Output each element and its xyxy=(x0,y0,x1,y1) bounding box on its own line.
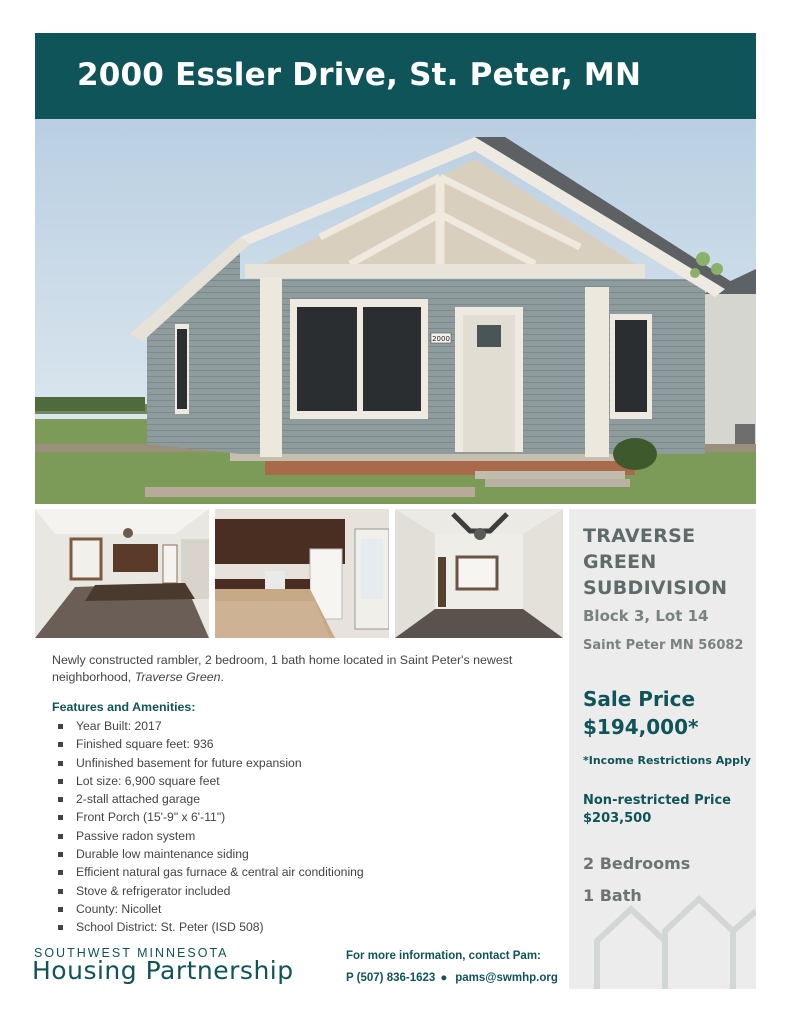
feature-item: Efficient natural gas furnace & central air conditioning xyxy=(58,863,364,881)
bullet-icon xyxy=(58,907,63,912)
lot-info: Block 3, Lot 14 xyxy=(583,607,709,625)
feature-item: Front Porch (15'-9" x 6'-11") xyxy=(58,808,364,826)
nonrestricted-price-label: Non-restricted Price xyxy=(583,793,731,808)
feature-item: County: Nicollet xyxy=(58,900,364,918)
feature-item: 2-stall attached garage xyxy=(58,790,364,808)
hero-photo xyxy=(35,119,756,504)
feature-item: Finished square feet: 936 xyxy=(58,735,364,753)
city-address: Saint Peter MN 56082 xyxy=(583,638,744,653)
living-room-photo xyxy=(35,509,209,638)
bullet-icon xyxy=(58,889,63,894)
org-name-main: Housing Partnership xyxy=(32,956,294,985)
feature-item: Passive radon system xyxy=(58,827,364,845)
bullet-icon xyxy=(58,834,63,839)
bullet-icon xyxy=(58,925,63,930)
features-list xyxy=(58,717,364,937)
intro-paragraph: Newly constructed rambler, 2 bedroom, 1 bath home located in Saint Peter's newest neighborhood, Traverse Green. xyxy=(52,653,513,684)
houses-outline-icon xyxy=(569,869,756,989)
kitchen-photo xyxy=(215,509,389,638)
contact-email[interactable]: pams@swmhp.org xyxy=(455,972,558,984)
bullet-icon xyxy=(58,742,63,747)
feature-item: Unfinished basement for future expansion xyxy=(58,754,364,772)
neighborhood-name: Traverse Green xyxy=(134,670,221,684)
dining-room-photo xyxy=(395,509,563,638)
contact-phone: P (507) 836-1623 xyxy=(346,972,436,984)
feature-item: Year Built: 2017 xyxy=(58,717,364,735)
feature-item: Durable low maintenance siding xyxy=(58,845,364,863)
bullet-icon xyxy=(58,852,63,857)
org-name-top: SOUTHWEST MINNESOTA xyxy=(34,946,229,960)
bedrooms-count: 2 Bedrooms xyxy=(583,854,691,873)
sale-price-label: Sale Price xyxy=(583,687,696,711)
header-banner xyxy=(35,33,756,119)
feature-item: Lot size: 6,900 square feet xyxy=(58,772,364,790)
bullet-icon xyxy=(58,797,63,802)
bullet-icon xyxy=(58,724,63,729)
feature-item: Stove & refrigerator included xyxy=(58,882,364,900)
listing-sidebar xyxy=(569,509,756,989)
income-restriction-note: *Income Restrictions Apply xyxy=(583,754,751,767)
features-title: Features and Amenities: xyxy=(52,700,196,714)
contact-separator: ● xyxy=(440,972,448,984)
subdivision-name: TRAVERSE GREEN SUBDIVISION xyxy=(583,525,728,599)
nonrestricted-price: $203,500 xyxy=(583,811,652,826)
contact-line xyxy=(346,972,558,984)
house-number: 2000 xyxy=(432,335,450,343)
bath-count: 1 Bath xyxy=(583,886,642,905)
page-title: 2000 Essler Drive, St. Peter, MN xyxy=(77,57,642,93)
contact-title: For more information, contact Pam: xyxy=(346,950,541,962)
sale-price: $194,000* xyxy=(583,715,699,739)
bullet-icon xyxy=(58,815,63,820)
bullet-icon xyxy=(58,870,63,875)
bullet-icon xyxy=(58,779,63,784)
bullet-icon xyxy=(58,761,63,766)
feature-item: School District: St. Peter (ISD 508) xyxy=(58,918,364,936)
